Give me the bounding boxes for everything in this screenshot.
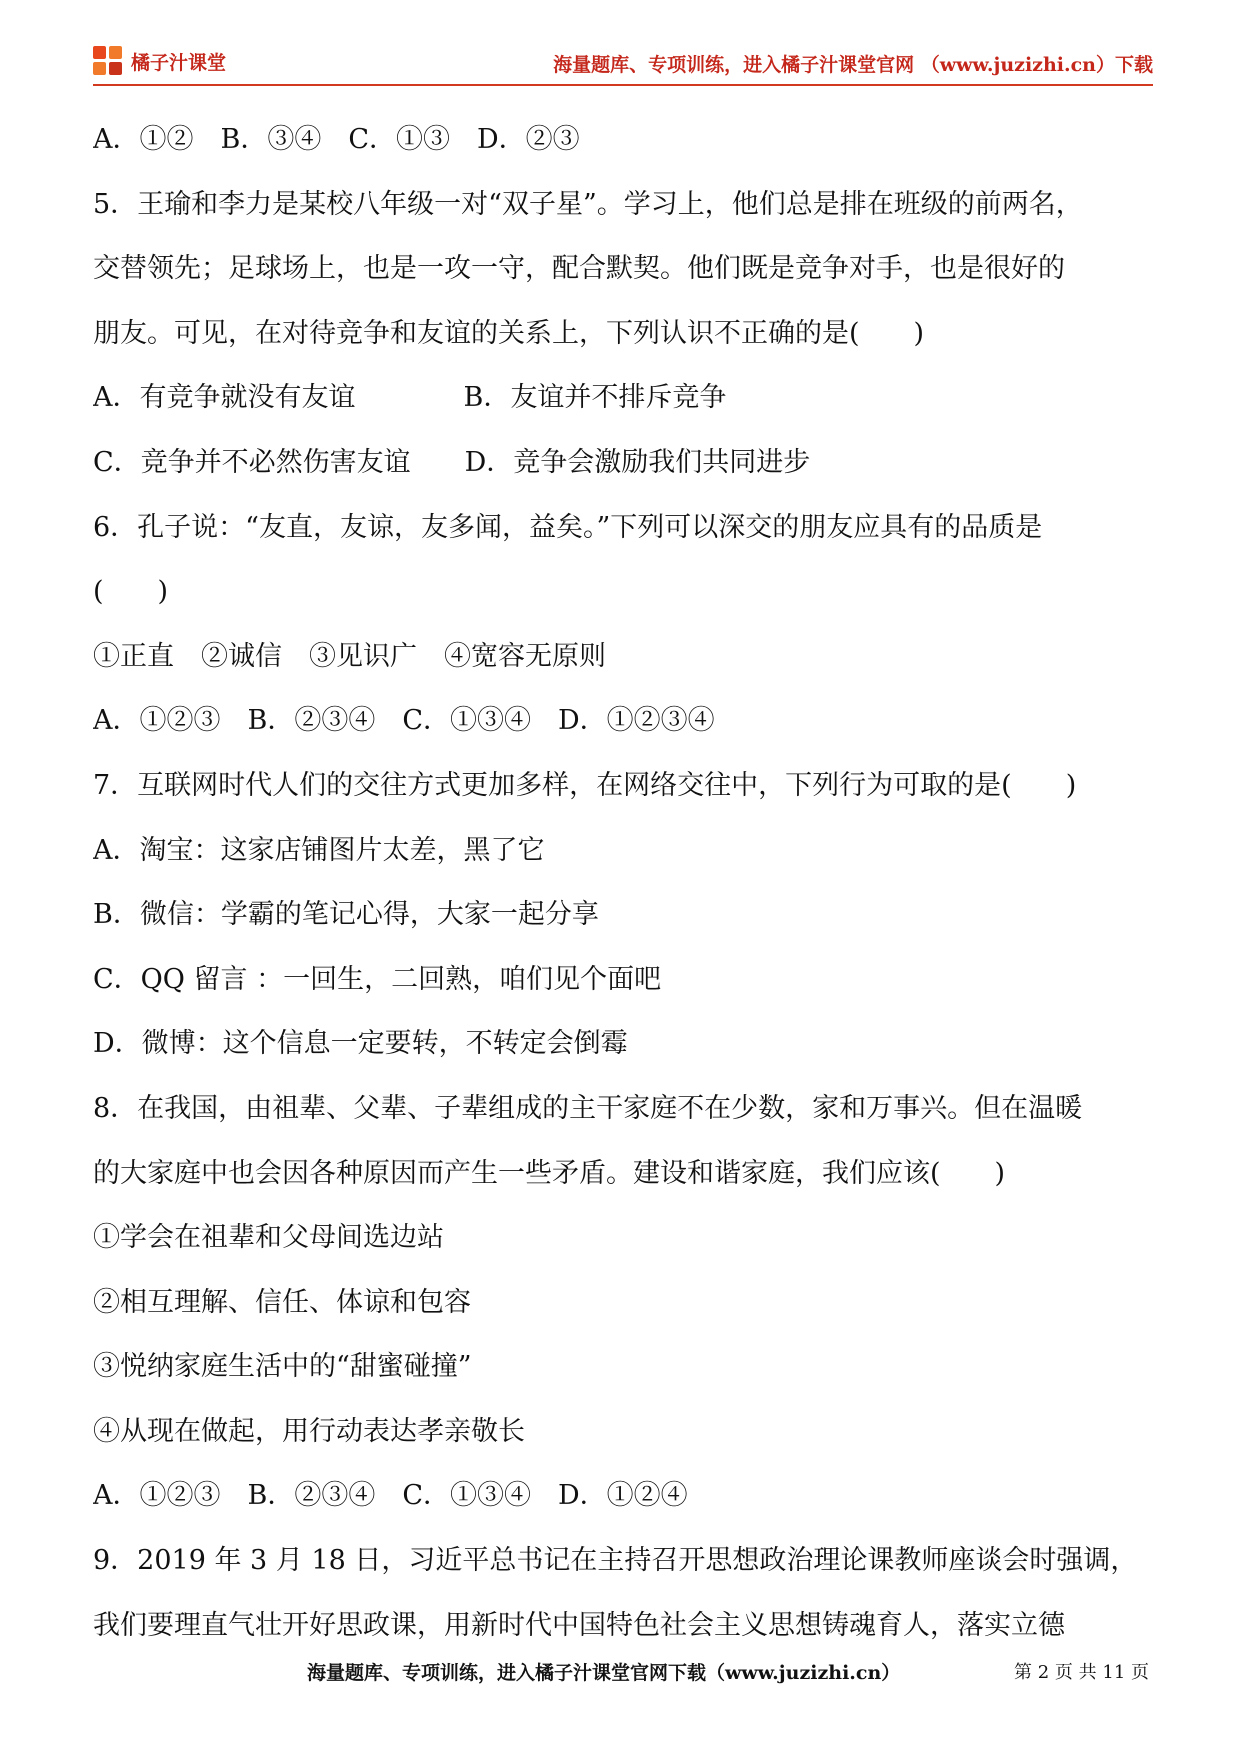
text-line: 朋友。可见，在对待竞争和友谊的关系上，下列认识不正确的是( ) [93, 317, 925, 349]
text-line: 8．在我国，由祖辈、父辈、子辈组成的主干家庭不在少数，家和万事兴。但在温暖 [93, 1092, 1083, 1124]
text-line: B．微信：学霸的笔记心得，大家一起分享 [93, 899, 599, 931]
text-line: A．有竞争就没有友谊 B．友谊并不排斥竞争 [93, 382, 727, 414]
site-logo[interactable] [93, 46, 226, 76]
page-header [93, 36, 1153, 86]
logo-icon [93, 46, 123, 76]
text-line: 5．王瑜和李力是某校八年级一对“双子星”。学习上，他们总是排在班级的前两名， [93, 188, 1083, 220]
text-line: A．①②③ B．②③④ C．①③④ D．①②④ [93, 1480, 688, 1512]
text-line: 7．互联网时代人们的交往方式更加多样，在网络交往中，下列行为可取的是( ) [93, 769, 1077, 801]
text-line: 的大家庭中也会因各种原因而产生一些矛盾。建设和谐家庭，我们应该( ) [93, 1157, 1006, 1189]
question-body [93, 108, 1155, 1658]
text-line: 我们要理直气壮开好思政课，用新时代中国特色社会主义思想铸魂育人，落实立德 [93, 1609, 1065, 1641]
header-divider [93, 84, 1153, 86]
text-line: ③悦纳家庭生活中的“甜蜜碰撞” [93, 1351, 472, 1383]
footer-download-link[interactable]: 海量题库、专项训练，进入橘子汁课堂官网下载（www.juzizhi.cn） [307, 1662, 901, 1684]
text-line: A．①② B．③④ C．①③ D．②③ [93, 124, 580, 155]
text-line: 交替领先；足球场上，也是一攻一守，配合默契。他们既是竞争对手，也是很好的 [93, 253, 1065, 285]
header-download-link[interactable]: 海量题库、专项训练，进入橘子汁课堂官网 （www.juzizhi.cn）下载 [553, 54, 1153, 76]
text-line: ①学会在祖辈和父母间选边站 [93, 1222, 444, 1254]
text-line: ①正直 ②诚信 ③见识广 ④宽容无原则 [93, 640, 606, 672]
text-line: A．①②③ B．②③④ C．①③④ D．①②③④ [93, 705, 715, 737]
text-line: C．竞争并不必然伤害友谊 D．竞争会激励我们共同进步 [93, 446, 811, 478]
text-line: C．QQ 留言 ：一回生，二回熟，咱们见个面吧 [93, 963, 662, 995]
text-line: D．微博：这个信息一定要转，不转定会倒霉 [93, 1028, 628, 1060]
text-line: A．淘宝：这家店铺图片太差，黑了它 [93, 834, 545, 866]
text-line: ④从现在做起，用行动表达孝亲敬长 [93, 1415, 525, 1447]
text-line: 9．2019 年 3 月 18 日，习近平总书记在主持召开思想政治理论课教师座谈会时强调， [93, 1545, 1138, 1577]
page-footer [0, 1658, 1240, 1698]
page-number: 第 2 页 共 11 页 [1014, 1662, 1149, 1683]
text-line: ( ) [93, 576, 169, 608]
logo-text: 橘子汁课堂 [131, 51, 227, 74]
text-line: ②相互理解、信任、体谅和包容 [93, 1286, 471, 1318]
text-line: 6．孔子说：“友直，友谅，友多闻，益矣。”下列可以深交的朋友应具有的品质是 [93, 511, 1043, 543]
